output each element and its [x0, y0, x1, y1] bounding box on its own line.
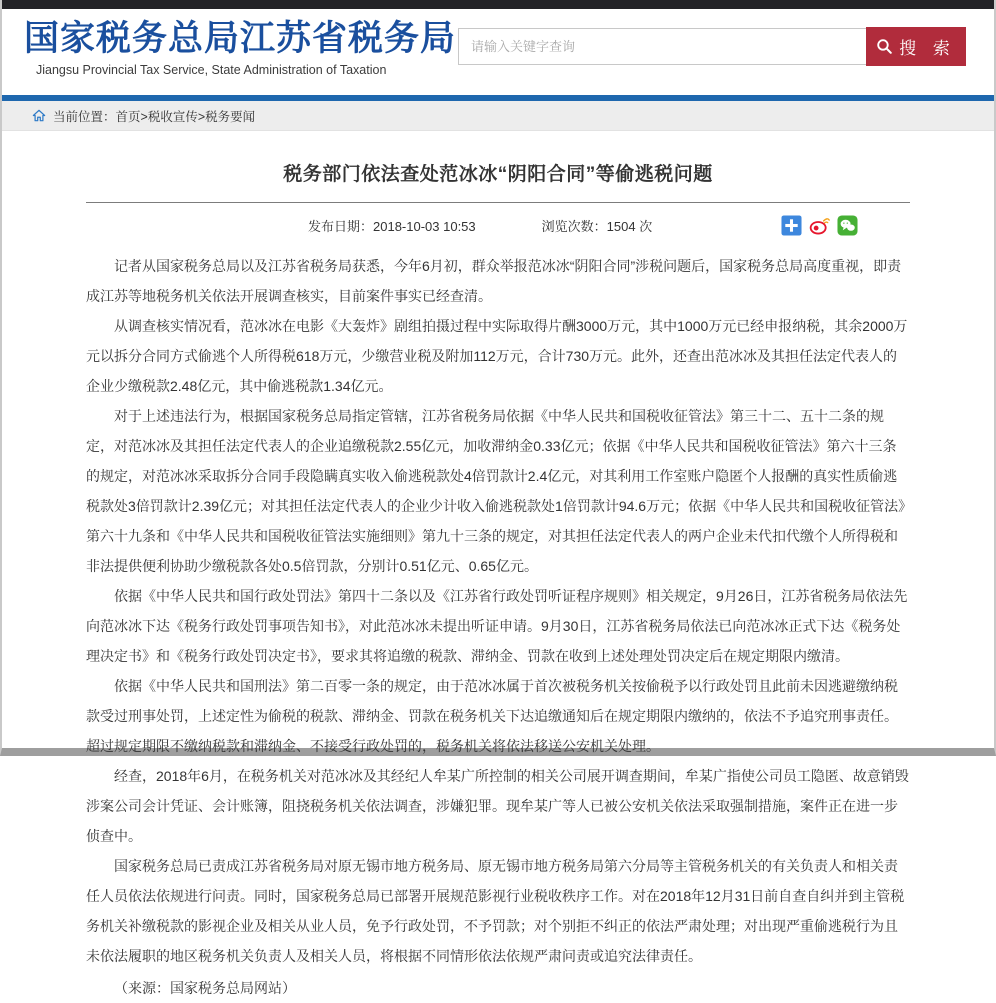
search-button[interactable] — [866, 27, 966, 66]
paragraph: 依据《中华人民共和国行政处罚法》第四十二条以及《江苏省行政处罚听证程序规则》相关规定，9月26日，江苏省税务局依法先向范冰冰下达《税务行政处罚事项告知书》，对此范冰冰未提出听证申请。9月30日，江苏省税务局依法已向范冰冰正式下达《税务处理决定书》和《税务行政处罚决定书》，要求其将追缴的税款、滞纳金、罚款在收到上述处理处罚决定后在规定期限内缴清。 — [86, 588, 908, 664]
home-icon — [32, 109, 46, 122]
article-title: 税务部门依法查处范冰冰“阴阳合同”等偷逃税问题 — [283, 164, 713, 185]
paragraph: 从调查核实情况看，范冰冰在电影《大轰炸》剧组拍摄过程中实际取得片酬3000万元，其中1000万元已经申报纳税，其余2000万元以拆分合同方式偷逃个人所得税618万元，少缴营业税及附加112万元，合计730万元。此外，还查出范冰冰及其担任法定代表人的企业少缴税款2.48亿元，其中偷逃税款1.34亿元。 — [86, 318, 908, 394]
window-top-edge — [2, 0, 994, 9]
site-subtitle: Jiangsu Provincial Tax Service, State Administration of Taxation — [36, 63, 387, 78]
search-bar — [458, 27, 966, 66]
paragraph: 记者从国家税务总局以及江苏省税务局获悉，今年6月初，群众举报范冰冰“阴阳合同”涉税问题后，国家税务总局高度重视，即责成江苏等地税务机关依法开展调查核实，目前案件事实已经查清。 — [86, 258, 902, 304]
article-meta — [86, 203, 910, 247]
site-header — [2, 9, 994, 95]
site-title: 国家税务总局江苏省税务局 — [24, 19, 457, 58]
breadcrumb-path[interactable]: 首页>税收宣传>税务要闻 — [115, 109, 256, 124]
article-source: （来源：国家税务总局网站） — [114, 980, 296, 996]
paragraph: 国家税务总局已责成江苏省税务局对原无锡市地方税务局、原无锡市地方税务局第六分局等主管税务机关的有关负责人和相关责任人员依法依规进行问责。同时，国家税务总局已部署开展规范影视行业税收秩序工作。对在2018年12月31日前自查自纠并到主管税务机关补缴税款的影视企业及相关从业人员，免予行政处罚，不予罚款；对个别拒不纠正的依法严肃处理；对出现严重偷逃税行为且未依法履职的地区税务机关负责人及相关人员，将根据不同情形依法依规严肃问责或追究法律责任。 — [86, 858, 905, 964]
search-input[interactable] — [458, 28, 866, 65]
paragraph: 依据《中华人民共和国刑法》第二百零一条的规定，由于范冰冰属于首次被税务机关按偷税予以行政处罚且此前未因逃避缴纳税款受过刑事处罚，上述定性为偷税的税款、滞纳金、罚款在税务机关下达追缴通知后在规定期限内缴纳的，依法不予追究刑事责任。超过规定期限不缴纳税款和滞纳金、不接受行政处罚的，税务机关将依法移送公安机关处理。 — [86, 678, 898, 754]
breadcrumb-label: 当前位置： — [53, 109, 116, 124]
share-plus-icon[interactable] — [781, 215, 802, 236]
wechat-icon[interactable] — [837, 215, 858, 236]
breadcrumb — [2, 101, 994, 131]
share-toolbar — [781, 215, 858, 236]
paragraph: 经查，2018年6月，在税务机关对范冰冰及其经纪人牟某广所控制的相关公司展开调查期间，牟某广指使公司员工隐匿、故意销毁涉案公司会计凭证、会计账簿，阻挠税务机关依法调查，涉嫌犯罪。现牟某广等人已被公安机关依法采取强制措施，案件正在进一步侦查中。 — [86, 768, 909, 844]
article — [86, 131, 910, 1003]
article-body — [86, 251, 910, 1003]
paragraph: 对于上述违法行为，根据国家税务总局指定管辖，江苏省税务局依据《中华人民共和国税收征管法》第三十二、五十二条的规定，对范冰冰及其担任法定代表人的企业追缴税款2.55亿元，加收滞纳金0.33亿元；依据《中华人民共和国税收征管法》第六十三条的规定，对范冰冰采取拆分合同手段隐瞒真实收入偷逃税款处4倍罚款计2.4亿元，对其利用工作室账户隐匿个人报酬的真实性质偷逃税款处3倍罚款计2.39亿元；对其担任法定代表人的企业少计收入偷逃税款处1倍罚款计94.6万元；依据《中华人民共和国税收征管法》第六十九条和《中华人民共和国税收征管法实施细则》第九十三条的规定，对其担任法定代表人的两户企业未代扣代缴个人所得税和非法提供便利协助少缴税款各处0.5倍罚款，分别计0.51亿元、0.65亿元。 — [86, 408, 906, 574]
weibo-icon[interactable] — [809, 215, 830, 236]
publish-date: 发布日期：2018-10-03 10:53 — [308, 218, 476, 234]
view-count: 浏览次数：1504 次 — [541, 218, 653, 234]
site-brand — [24, 19, 456, 77]
search-icon — [876, 38, 893, 55]
search-button-label: 搜 索 — [899, 39, 956, 58]
